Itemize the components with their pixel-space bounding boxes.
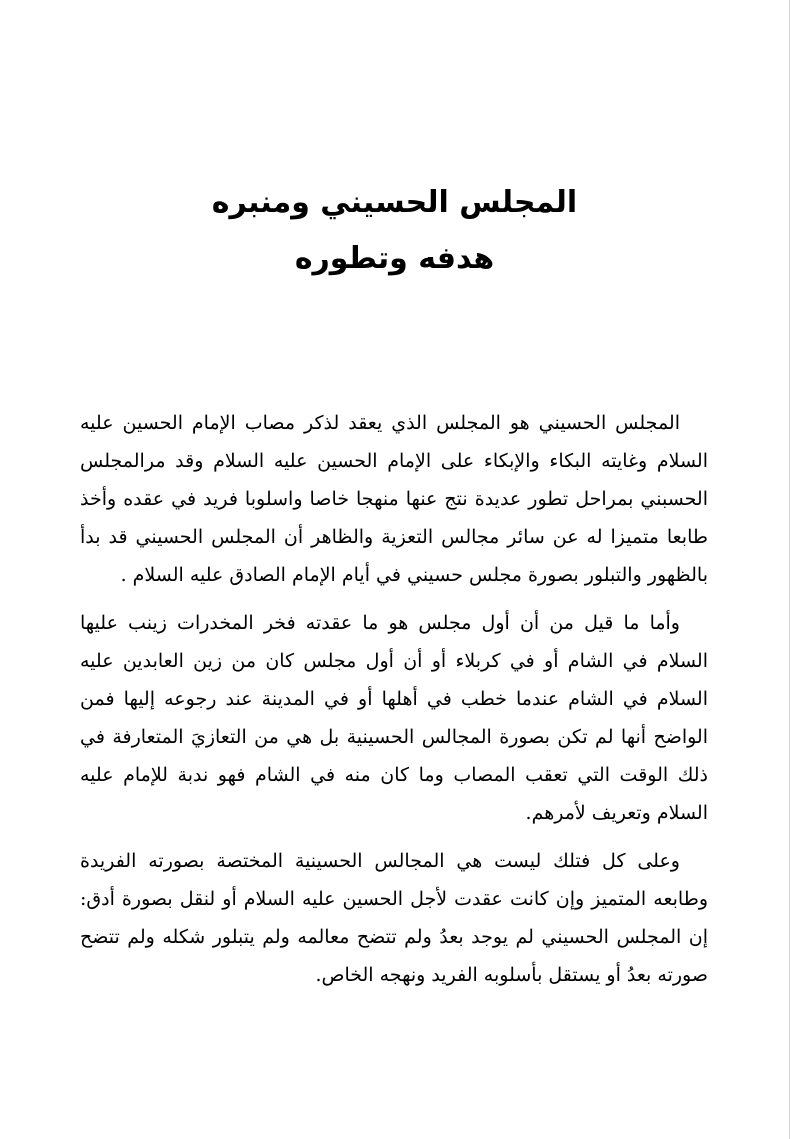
body-text	[80, 404, 708, 1004]
paragraph-1: المجلس الحسيني هو المجلس الذي يعقد لذكر مصاب الإمام الحسين عليه السلام وغايته البكاء والإبكاء على الإمام الحسين عليه السلام وقد مرالمجلس الحسبني بمراحل تطور عديدة نتج عنها منهجا خاصا واسلوبا فريد في عقده وأخذ طابعا متميزا له عن سائر مجالس التعزية والظاهر أن المجلس الحسيني قد بدأ بالظهور والتبلور بصورة مجلس حسيني في أيام الإمام الصادق عليه السلام .	[80, 412, 708, 586]
paragraph-3: وعلى كل فتلك ليست هي المجالس الحسينية المختصة بصورته الفريدة وطابعه المتميز وإن كانت عقدت لأجل الحسين عليه السلام أو لنقل بصورة أدق: إن المجلس الحسيني لم يوجد بعدُ ولم تتضح معالمه ولم يتبلور شكله ولم تتضح صورته بعدُ أو يستقل بأسلوبه الفريد ونهجه الخاص.	[80, 850, 708, 986]
title-line-1: المجلس الحسيني ومنبره	[211, 185, 578, 220]
paragraph-2: وأما ما قيل من أن أول مجلس هو ما عقدته فخر المخدرات زينب عليها السلام في الشام أو في كربلاء أو أن أول مجلس كان من زين العابدين عليه السلام في الشام عندما خطب في أهلها أو في المدينة عند رجوعه إليها فمن الواضح أنها لم تكن بصورة المجالس الحسينية بل هي من التعازيَ المتعارفة في ذلك الوقت التي تعقب المصاب وما كان منه في الشام فهو ندبة للإمام عليه السلام وتعريف لأمرهم.	[80, 612, 708, 824]
page-title	[0, 175, 789, 287]
title-line-2: هدفه وتطوره	[294, 241, 495, 276]
